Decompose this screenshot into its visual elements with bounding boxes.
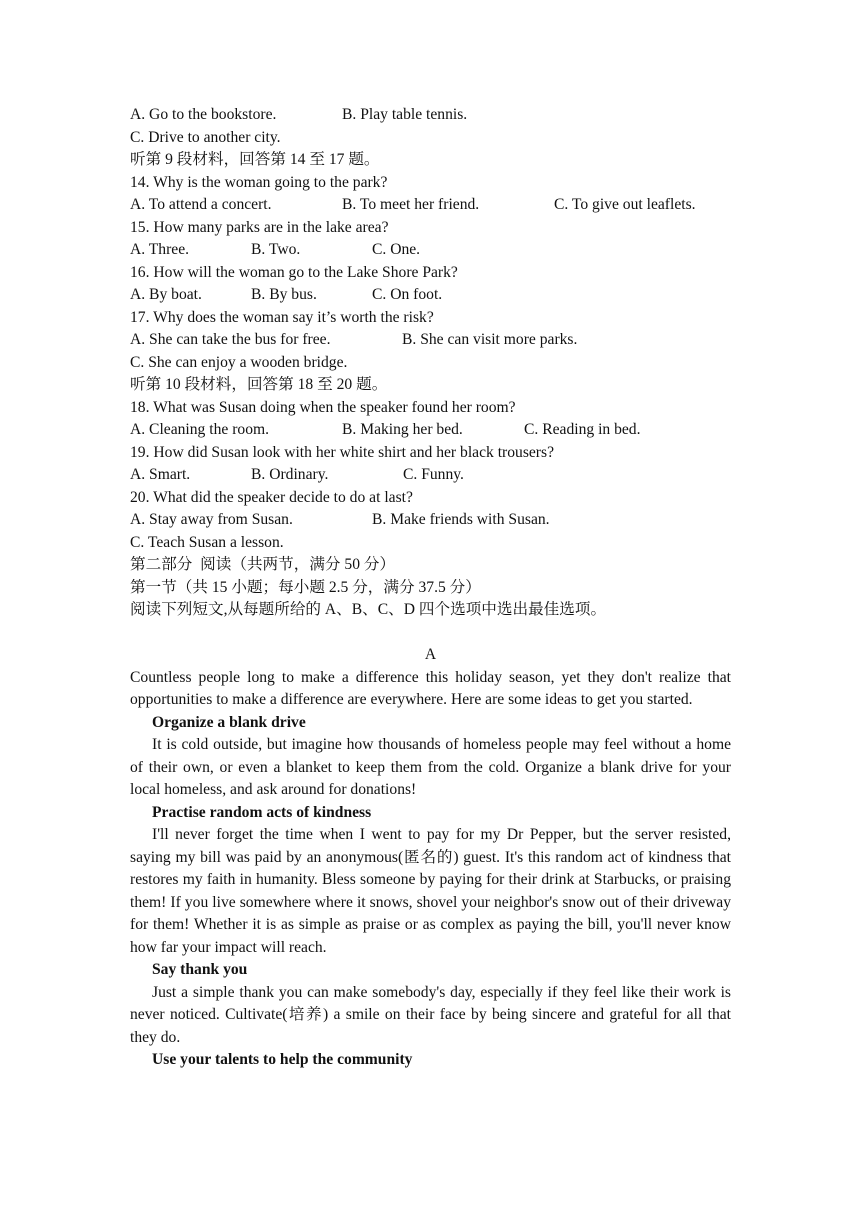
q20-option-b: B. Make friends with Susan. [372, 511, 550, 528]
q18-option-c: C. Reading in bed. [524, 421, 641, 438]
q15-options-row [130, 239, 731, 262]
part2-title: 第二部分 阅读（共两节，满分 50 分） [130, 556, 396, 573]
passage-heading-thank-you: Say thank you [152, 961, 248, 978]
passage-heading-talents: Use your talents to help the community [152, 1051, 413, 1068]
q17-option-a: A. She can take the bus for free. [130, 331, 331, 348]
q18-options-row [130, 419, 731, 442]
part2-section1-title: 第一节（共 15 小题；每小题 2.5 分，满分 37.5 分） [130, 578, 481, 596]
q14-option-c: C. To give out leaflets. [554, 196, 696, 213]
q13-option-c: C. Drive to another city. [130, 128, 281, 146]
passage-heading-kindness: Practise random acts of kindness [152, 803, 372, 821]
q20-options-row [130, 509, 731, 532]
q19-option-b: B. Ordinary. [251, 466, 329, 483]
q19-options-row [130, 464, 731, 487]
q20-option-c: C. Teach Susan a lesson. [130, 533, 284, 551]
q20-option-a: A. Stay away from Susan. [130, 511, 293, 528]
passage-heading-blank-drive: Organize a blank drive [152, 713, 306, 731]
exam-page [130, 104, 731, 1072]
q19-question: 19. How did Susan look with her white shirt and her black trousers? [130, 443, 554, 461]
q17-question: 17. Why does the woman say it’s worth the risk? [130, 308, 434, 326]
q15-option-c: C. One. [372, 241, 421, 258]
q16-option-a: A. By boat. [130, 286, 202, 303]
q20-question: 20. What did the speaker decide to do at last? [130, 488, 413, 506]
spacer [130, 622, 731, 645]
q14-question: 14. Why is the woman going to the park? [130, 173, 388, 191]
part2-instruction: 阅读下列短文,从每题所给的 A、B、C、D 四个选项中选出最佳选项。 [130, 601, 607, 618]
passage-intro: Countless people long to make a difference this holiday season, yet they don't realize that opportunities to make a difference are everywhere. Here are some ideas to get you started. [130, 668, 731, 708]
q15-option-a: A. Three. [130, 241, 190, 258]
q19-option-c: C. Funny. [403, 466, 464, 483]
q16-options-row [130, 284, 731, 307]
q14-option-b: B. To meet her friend. [342, 196, 480, 213]
q14-options-row [130, 194, 731, 217]
q17-option-c: C. She can enjoy a wooden bridge. [130, 353, 348, 371]
q14-option-a: A. To attend a concert. [130, 196, 272, 213]
q17-option-b: B. She can visit more parks. [402, 331, 578, 348]
q15-question: 15. How many parks are in the lake area? [130, 218, 389, 236]
q16-question: 16. How will the woman go to the Lake Shore Park? [130, 263, 458, 281]
q18-question: 18. What was Susan doing when the speaker found her room? [130, 398, 516, 416]
q13-option-a: A. Go to the bookstore. [130, 106, 277, 123]
q16-option-c: C. On foot. [372, 286, 443, 303]
passage-paragraph-thank-you: Just a simple thank you can make somebody's day, especially if they feel like their work is never noticed. Cultivate(培养) a smile on their face by being sincere and grateful for all that they do. [130, 983, 731, 1046]
q18-option-b: B. Making her bed. [342, 421, 463, 438]
q19-option-a: A. Smart. [130, 466, 191, 483]
passage-paragraph-blank-drive: It is cold outside, but imagine how thousands of homeless people may feel without a home of their own, or even a blanket to keep them from the cold. Organize a blank drive for your local homeless, and ask around for donations! [130, 736, 731, 798]
passage-label: A [424, 646, 437, 663]
q13-options-row [130, 104, 731, 127]
section10-instruction: 听第 10 段材料，回答第 18 至 20 题。 [130, 376, 388, 393]
passage-paragraph-kindness: I'll never forget the time when I went to pay for my Dr Pepper, but the server resisted, saying my bill was paid by an anonymous(匿名的) guest. It's this random act of kindness that restores my faith in humanity. Bless someone by paying for their drink at Starbucks, or praising them! If you live somewhere where it snows, shovel your neighbor's snow out of their driveway for them! Whether it is as simple as praise or as complex as paying the bill, you'll never know how far your impact will reach. [130, 826, 731, 956]
q17-options-row [130, 329, 731, 352]
q13-option-b: B. Play table tennis. [342, 106, 468, 123]
q16-option-b: B. By bus. [251, 286, 317, 303]
q18-option-a: A. Cleaning the room. [130, 421, 270, 438]
section9-instruction: 听第 9 段材料，回答第 14 至 17 题。 [130, 151, 380, 168]
q15-option-b: B. Two. [251, 241, 301, 258]
